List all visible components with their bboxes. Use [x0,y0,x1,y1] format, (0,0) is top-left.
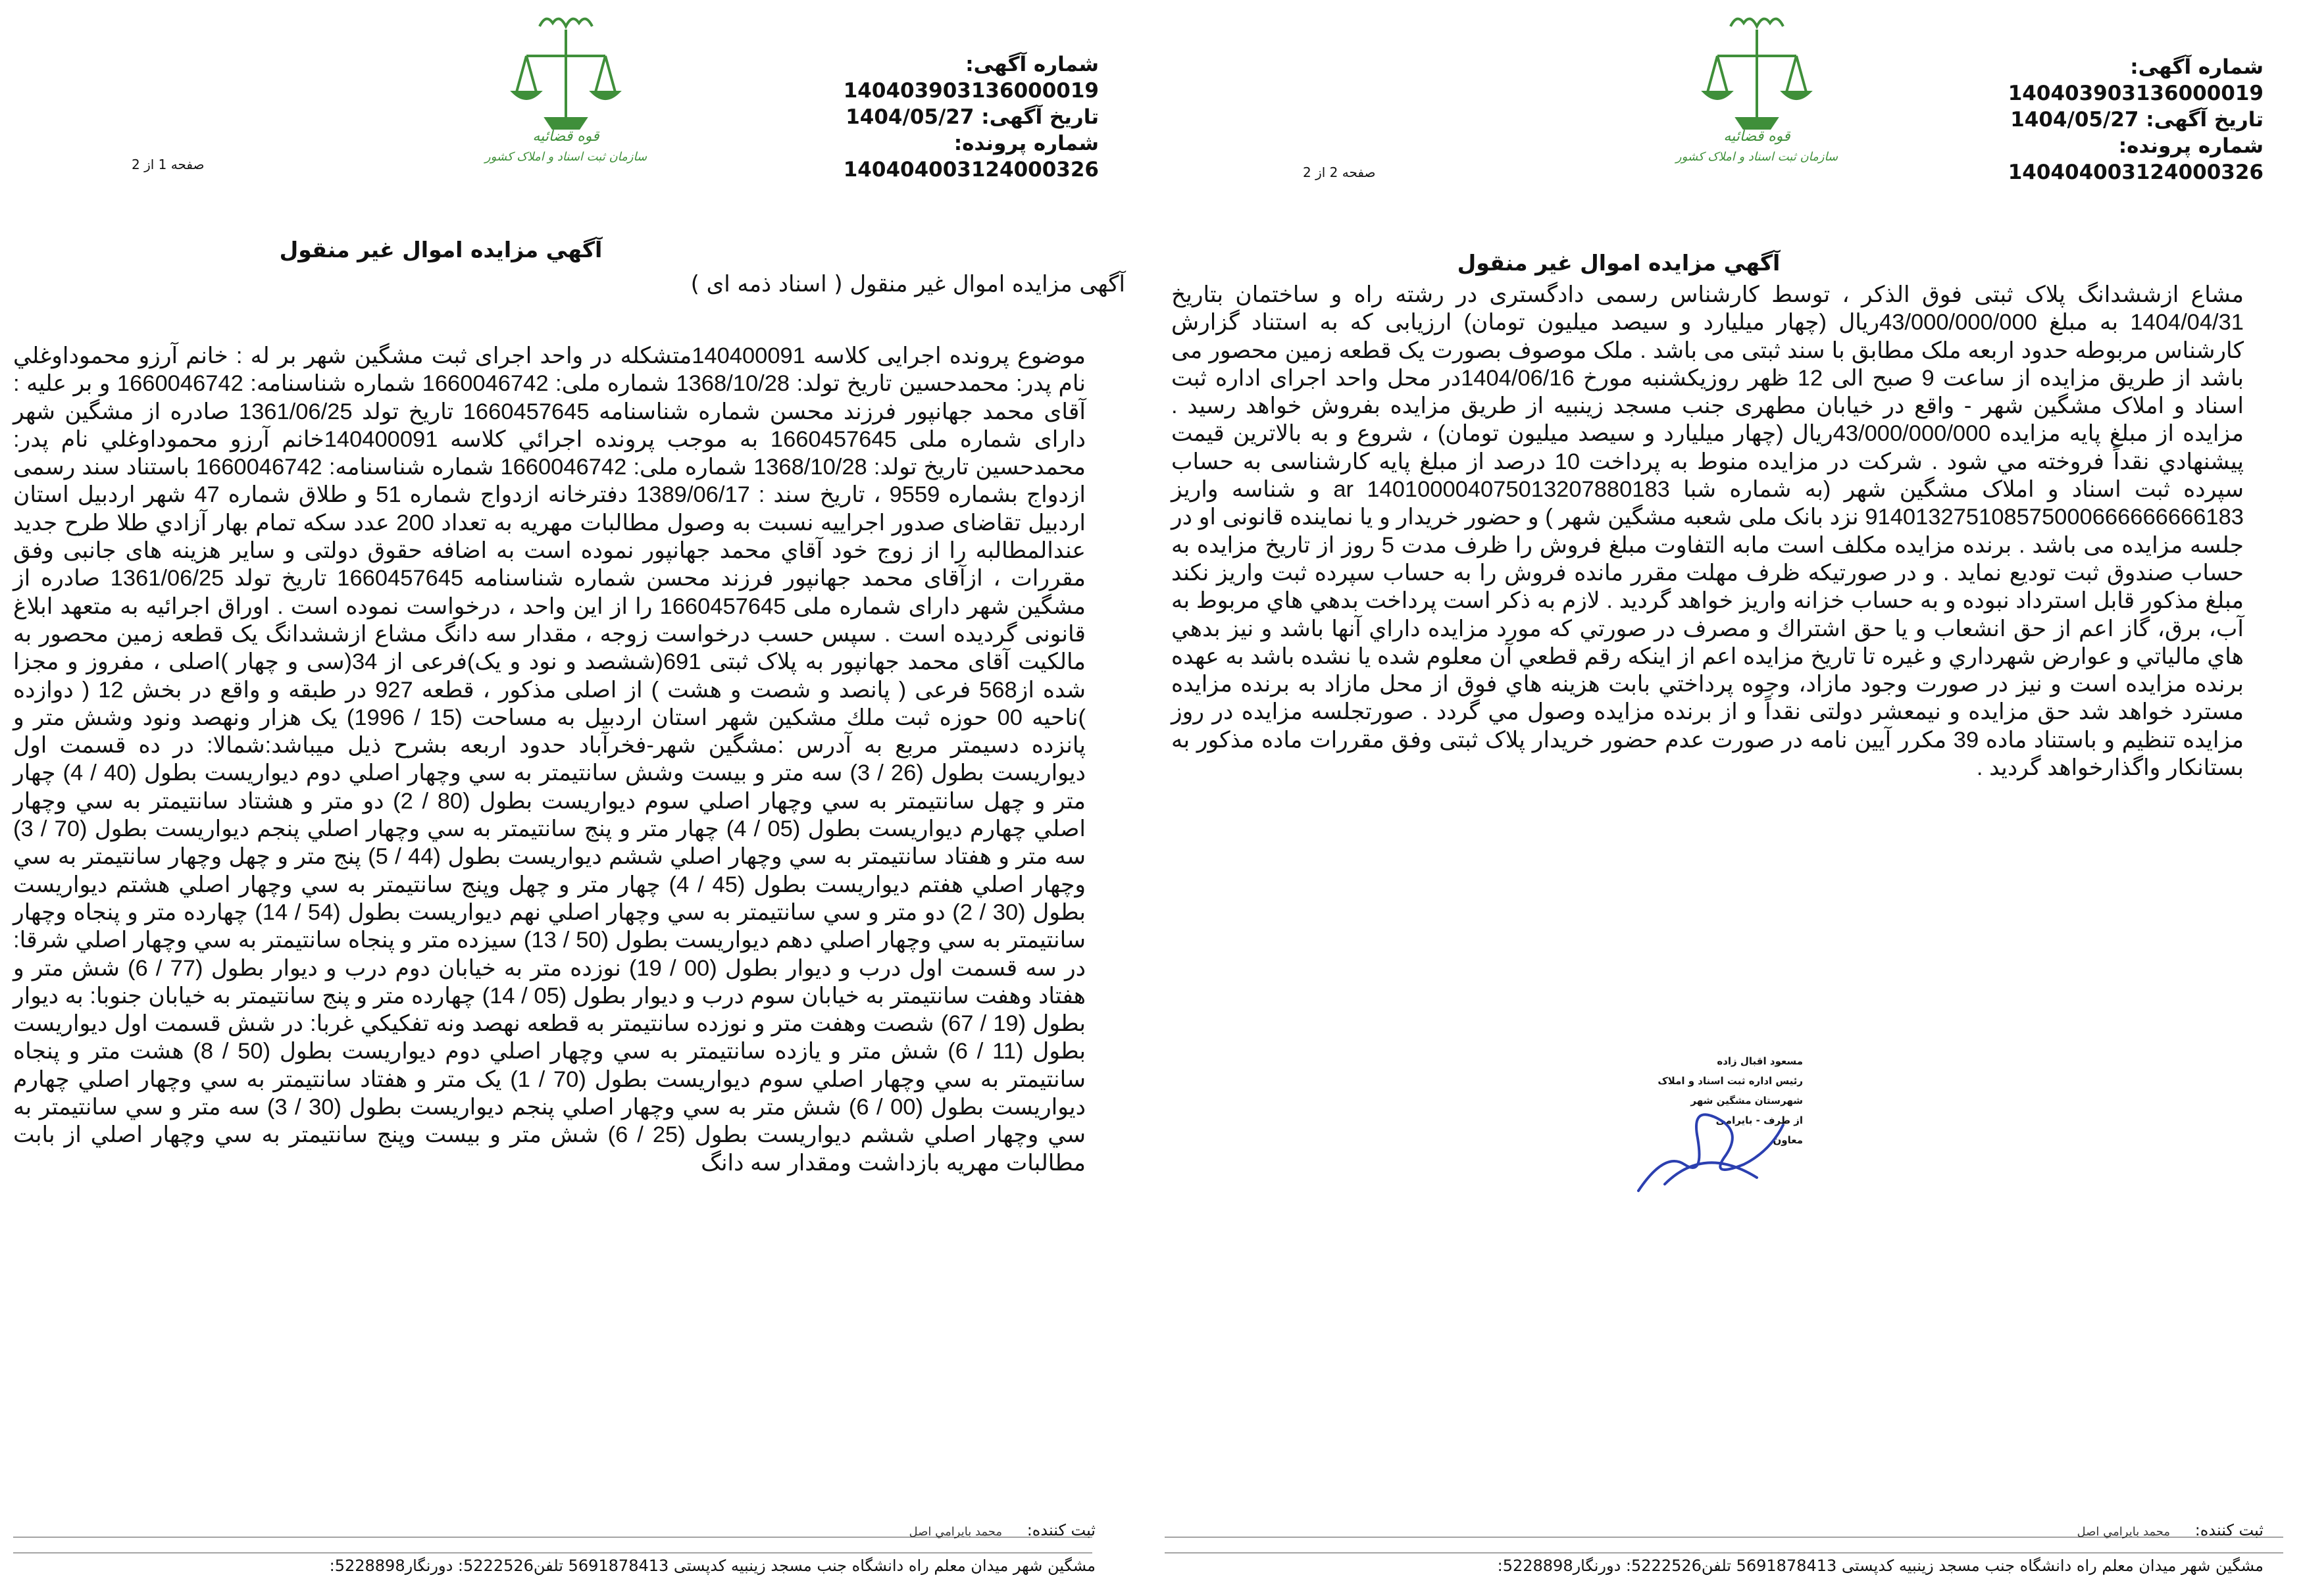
announcement-page-2 [1152,0,2303,1596]
announcement-body: موضوع پرونده اجرایی کلاسه 140400091متشکله در واحد اجرای ثبت مشگین شهر بر له : خانم آرزو محموداوغلي نام پدر: محمدحسین تاریخ تولد: 1368/10/28 شماره ملی: 1660046742 شماره شناسنامه: 1660046742 و بر علیه : آقای محمد جهانپور فرزند محسن شماره شناسنامه 1660457645 تاریخ تولد 1361/06/25 صادره از مشگین شهر دارای شماره ملی 1660457645 به موجب پرونده اجرائي كلاسه 140400091خانم آرزو محموداوغلي نام پدر: محمدحسین تاریخ تولد: 1368/10/28 شماره ملی: 1660046742 شماره شناسنامه: 1660046742 باستناد سند رسمی ازدواج بشماره 9559 ، تاریخ سند : 1389/06/17 دفترخانه ازدواج شماره 51 و طلاق شماره 47 شهر اردبیل استان اردبیل تقاضای صدور اجراییه نسبت به وصول مطالبات مهریه به تعداد 200 عدد سکه تمام بهار آزادي طلا طرح جدید عندالمطالبه را از زوج خود آقاي محمد جهانپور نموده است به اضافه حقوق دولتی و سایر هزینه های جانبی وفق مقررات ، ازآقای محمد جهانپور فرزند محسن شماره شناسنامه 1660457645 تاریخ تولد 1361/06/25 صادره از مشگین شهر دارای شماره ملی 1660457645 را از این واحد ، درخواست نموده است . اوراق اجرائیه به متعهد ابلاغ قانونی گردیده است . سپس حسب درخواست زوجه ، مقدار سه دانگ مشاع ازششدانگ یک قطعه زمین محصور به مالکیت آقای محمد جهانپور به پلاک ثبتی 691(ششصد و نود و یک)فرعی از 34(سی و چهار )اصلی ، مفروز و مجزا شده از568 فرعی ( پانصد و شصت و هشت ) از اصلی مذکور ، قطعه 927 در طبقه و واقع در بخش 12 ( دوازده )ناحیه 00 حوزه ثبت ملك مشكین شهر استان اردبیل به مساحت (15 / 1996) یک هزار ونهصد ونود وشش متر و پانزده دسیمتر مربع به آدرس :مشگین شهر-فخرآباد حدود اربعه بشرح ذیل میباشد:شمالا: در ده قسمت اول دیواریست بطول (26 / 3) سه متر و بیست وشش سانتیمتر به سي وچهار اصلي دوم دیواریست بطول (40 / 4) چهار متر و چهل سانتیمتر به سي وچهار اصلي سوم دیواریست بطول (80 / 2) دو متر و هشتاد سانتیمتر به سي وچهار اصلي چهارم دیواریست بطول (05 / 4) چهار متر و پنج سانتیمتر به سي وچهار اصلي پنجم دیواریست بطول (70 / 3) سه متر و هفتاد سانتیمتر به سي وچهار اصلي ششم دیواریست بطول (44 / 5) پنج متر و چهل وچهار سانتیمتر به سي وچهار اصلي هفتم دیواریست بطول (45 / 4) چهار متر و چهل وپنج سانتیمتر به سي وچهار اصلي هشتم دیواریست بطول (30 / 2) دو متر و سي سانتیمتر به سي وچهار اصلي نهم دیواریست بطول (54 / 14) چهارده متر و پنجاه وچهار سانتیمتر به سي وچهار اصلي دهم دیواریست بطول (50 / 13) سیزده متر و پنجاه سانتیمتر به سي وچهار اصلي شرقا: در سه قسمت اول درب و دیوار بطول (00 / 19) نوزده متر به خیابان دوم درب و دیوار بطول (77 / 6) شش متر و هفتاد وهفت سانتیمتر به خیابان سوم درب و دیوار بطول (05 / 14) چهارده متر و پنج سانتیمتر به خیابان جنوبا: به دیوار بطول (19 / 67) شصت وهفت متر و نوزده سانتیمتر به قطعه نهصد ونه تفکیکي غربا: در شش قسمت اول دیواریست بطول (11 / 6) شش متر و یازده سانتیمتر به سي وچهار اصلي دوم دیواریست بطول (50 / 8) هشت متر و پنجاه سانتیمتر به سي وچهار اصلي سوم دیواریست بطول (70 / 1) یک متر و هفتاد سانتیمتر به سي وچهار اصلي چهارم دیواریست بطول (00 / 6) شش متر به سي وچهار اصلي پنجم دیواریست بطول (30 / 3) سه متر و سي سانتیمتر به سي وچهار اصلي ششم دیواریست بطول (25 / 6) شش متر و بیست وپنج سانتیمتر به سي وچهار اصلي از بابت مطالبات مهریه بازداشت ومقدار سه دانگ [13,343,1086,1176]
case-number: 140404003124000326 [843,158,1099,182]
ad-number-label: شماره آگهی: [2130,55,2264,79]
page-title: آگهي مزايده اموال غير منقول [1457,250,1781,276]
office-address: مشگین شهر میدان معلم راه دانشگاه جنب مسجد زینبیه کدپستی 5691878413 تلفن5222526: دورنگار5228898: [329,1557,1096,1575]
judiciary-emblem-icon [1675,7,1838,178]
signatory-title-4: معاون [1773,1134,1803,1146]
emblem-caption-2: سازمان ثبت اسناد و املاک کشور [1675,150,1838,164]
ad-date: 1404/05/27 [2010,108,2139,132]
emblem-caption-1: قوه قضائیه [1723,128,1790,145]
ad-date-row [1869,107,2264,133]
ad-date: 1404/05/27 [846,105,974,129]
page-subtitle: آگهی مزایده اموال غیر منقول ( اسناد ذمه ای ) [690,271,1125,297]
office-address: مشگین شهر میدان معلم راه دانشگاه جنب مسجد زینبیه کدپستی 5691878413 تلفن5222526: دورنگار5228898: [1497,1557,2264,1575]
case-number-row [1869,133,2264,186]
announcement-body: مشاع ازششدانگ پلاک ثبتی فوق الذکر ، توسط کارشناس رسمی دادگستری در رشته راه و ساختمان بتاریخ 1404/04/31 به مبلغ 43/000/000/000ریال (چهار میلیارد و سیصد میلیون تومان) ارزیابی که به استناد گزارش کارشناس مربوطه حدود اربعه ملک مطابق با سند ثبتی می باشد . ملک موصوف بصورت یک قطعه زمین محصور می باشد از طریق مزایده از ساعت 9 صبح الی 12 ظهر روزیکشنبه مورخ 1404/06/16در محل واحد اجرای اداره ثبت اسناد و املاک مشگین شهر - واقع در خیابان مطهری جنب مسجد زینبیه از طریق مزایده بفروش خواهد رسید . مزایده از مبلغ پایه مزایده 43/000/000/000ریال (چهار میلیارد و سیصد میلیون تومان) ، شروع و به بالاترین قیمت پیشنهادي نقداً فروخته مي شود . شرکت در مزایده منوط به پرداخت 10 درصد از مبلغ پایه کارشناسی به حساب سپرده ثبت اسناد و املاک مشگین شهر (به شماره شبا 140100004075013207880183 ar و شناسه واریز 914013275108575000666666666183 نزد بانک ملی شعبه مشگین شهر ) و حضور خریدار و یا نماینده قانونی او در جلسه مزایده می باشد . برنده مزایده مکلف است مابه التفاوت مبلغ فروش را ظرف مدت 5 روز از تاریخ مزایده به حساب صندوق ثبت تودیع نماید . و در صورتیکه ظرف مهلت مقرر مانده فروش را به حساب سپرده ثبت واریز نکند مبلغ مذکور قابل استرداد نبوده و به حساب خزانه واریز خواهد گردید . لازم به ذكر است پرداخت بدهي هاي مربوط به آب، برق، گاز اعم از حق انشعاب و يا حق اشتراك و مصرف در صورتي كه مورد مزايده داراي آنها باشد و نيز بدهي هاي مالياتي و عوارض شهرداري و غيره تا تاريخ مزايده اعم از اينكه رقم قطعي آن معلوم شده يا نشده باشد به عهده برنده مزايده است و نيز در صورت وجود مازاد، وجوه پرداختي بابت هزينه هاي فوق از محل مازاد به برنده مزايده مسترد خواهد شد حق مزايده و نيمعشر دولتی نقداً و از برنده مزايده وصول مي گردد . صورتجلسه مزایده در روز مزایده تنظیم و باستناد ماده 39 مکرر آیین نامه در صورت عدم حضور خریدار پلاک ثبتی وفق مقررات ماده مذکور به بستانکار واگذارخواهد گردید . [1171,282,2244,781]
ad-number-row [704,51,1099,104]
announcement-meta [704,51,1099,183]
signatory-title-3: از طرف - بایرامی [1715,1114,1803,1126]
judiciary-emblem-icon [484,7,647,178]
ad-number: 140403903136000019 [843,79,1099,103]
signatory-title-1: رئیس اداره ثبت اسناد و املاک [1658,1075,1803,1087]
ad-number-row [1869,54,2264,107]
ad-number-label: شماره آگهی: [965,53,1099,76]
registrar-name: محمد بايرامي اصل [2077,1525,2171,1539]
signatory-title-2: شهرستان مشگین شهر [1690,1095,1803,1107]
case-number-row [704,130,1099,183]
page-indicator: صفحه 1 از 2 [132,157,205,172]
emblem-caption-2: سازمان ثبت اسناد و املاک کشور [484,150,647,164]
announcement-meta [1869,54,2264,186]
ad-date-row [704,104,1099,130]
emblem-caption-1: قوه قضائیه [532,128,599,145]
case-number-label: شماره پرونده: [953,132,1099,155]
registrar-label: ثبت کننده: [1026,1521,1096,1539]
page-indicator: صفحه 2 از 2 [1303,164,1376,180]
signature-scribble [1625,1085,1796,1204]
signatory-name: مسعود اقبال زاده [1717,1055,1803,1067]
case-number: 140404003124000326 [2008,161,2264,184]
ad-number: 140403903136000019 [2008,82,2264,105]
ad-date-label: تاریخ آگهی: [981,105,1099,129]
registrar-row [2077,1521,2264,1539]
registrar-label: ثبت کننده: [2194,1521,2264,1539]
registrar-row [909,1521,1096,1539]
ad-date-label: تاریخ آگهی: [2146,108,2264,132]
case-number-label: شماره پرونده: [2118,134,2264,158]
registrar-name: محمد بايرامي اصل [909,1525,1003,1539]
page-title: آگهي مزايده اموال غير منقول [279,237,603,262]
